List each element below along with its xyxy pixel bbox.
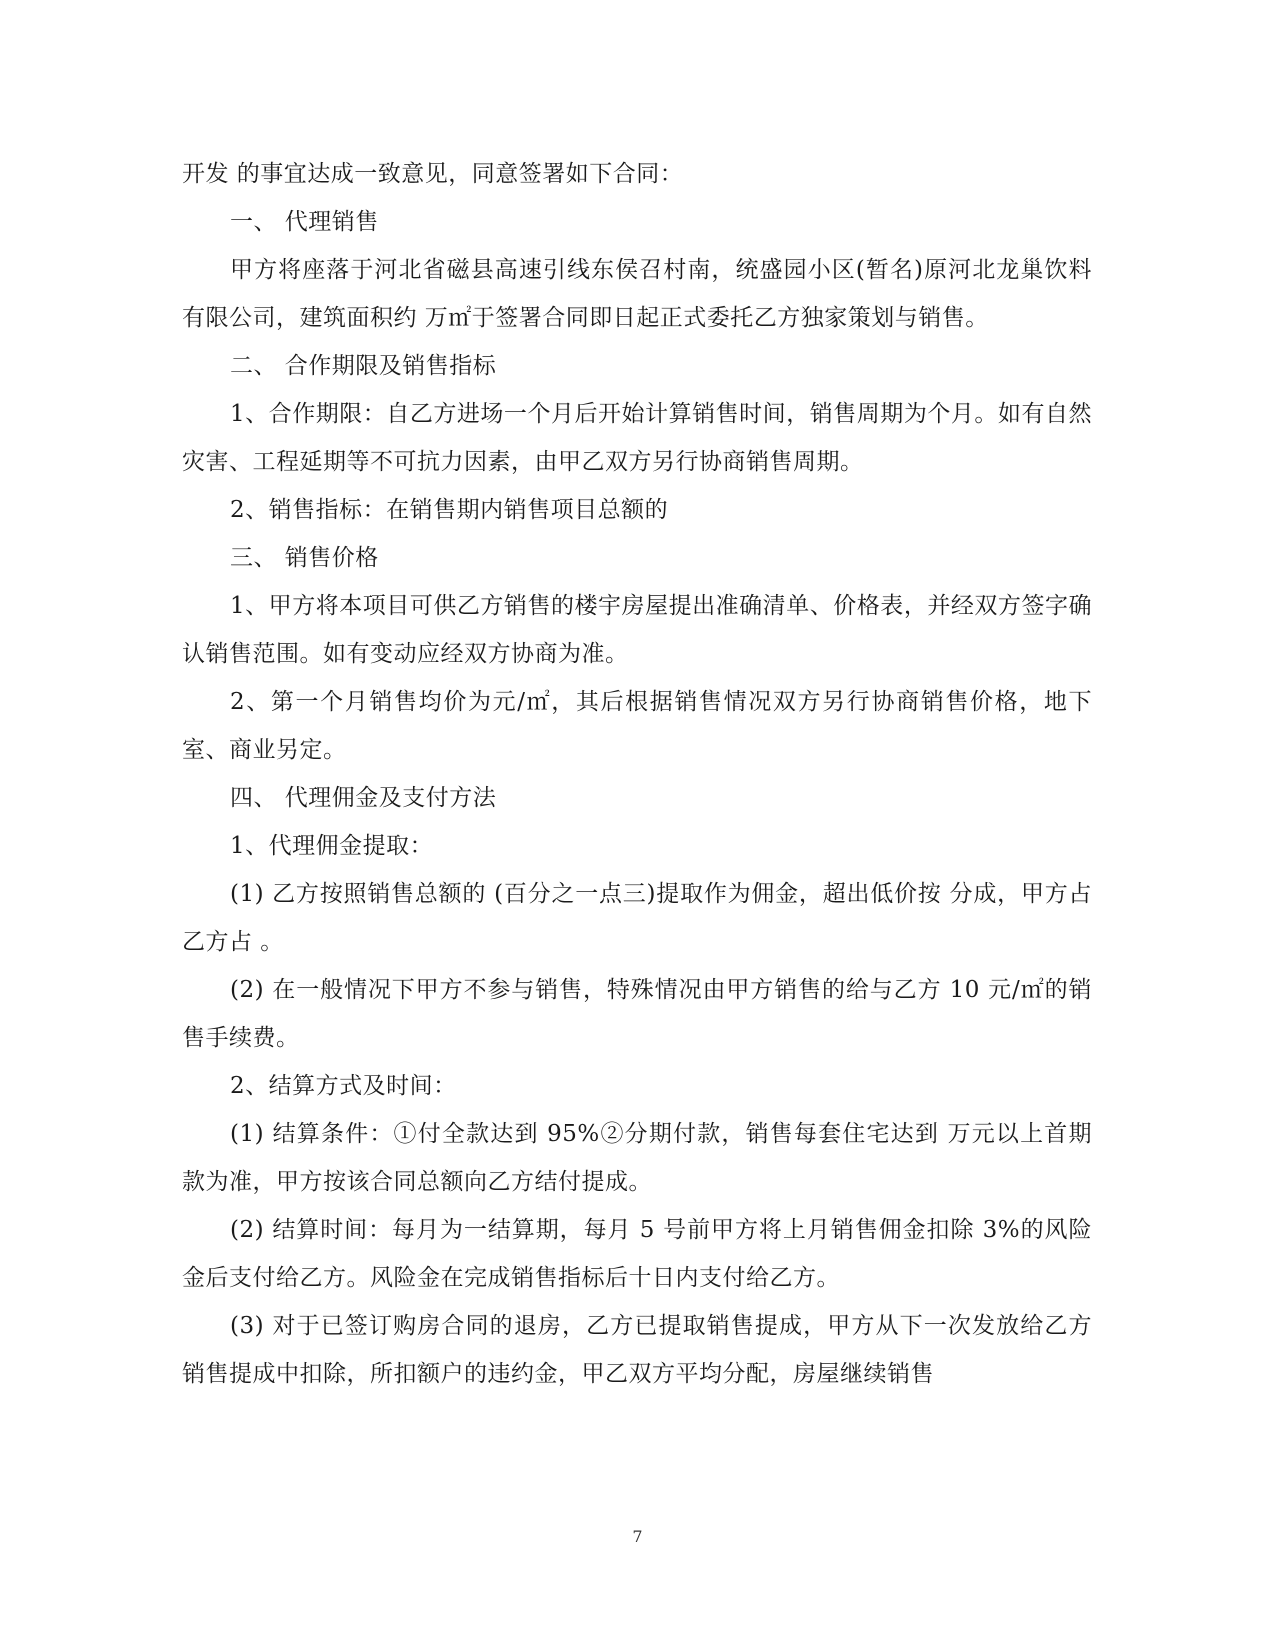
section-heading-agency-sales: 一、 代理销售 [230, 209, 379, 235]
paragraph-commission-extraction: 1、代理佣金提取： [230, 833, 434, 859]
paragraph-commission-rate: (1) 乙方按照销售总额的 (百分之一点三)提取作为佣金，超出低价按 分成，甲方占 乙方占 。 [182, 881, 1092, 955]
paragraph-refund-handling: (3) 对于已签订购房合同的退房，乙方已提取销售提成，甲方从下一次发放给乙方销售提成中扣除，所扣额户的违约金，甲乙双方平均分配，房屋继续销售 [182, 1313, 1092, 1387]
paragraph-settlement-conditions: (1) 结算条件：①付全款达到 95%②分期付款，销售每套住宅达到 万元以上首期款为准，甲方按该合同总额向乙方结付提成。 [182, 1121, 1092, 1195]
paragraph-intro: 开发 的事宜达成一致意见，同意签署如下合同： [182, 161, 684, 187]
section-heading-sales-price: 三、 销售价格 [230, 545, 379, 571]
paragraph-settlement-method: 2、结算方式及时间： [230, 1073, 457, 1099]
section-heading-cooperation-period: 二、 合作期限及销售指标 [230, 353, 497, 379]
document-body [182, 150, 1092, 1398]
paragraph-agency-sales: 甲方将座落于河北省磁县高速引线东侯召村南，统盛园小区(暂名)原河北龙巢饮料有限公司，建筑面积约 万㎡于签署合同即日起正式委托乙方独家策划与销售。 [182, 257, 1092, 331]
paragraph-handling-fee: (2) 在一般情况下甲方不参与销售，特殊情况由甲方销售的给与乙方 10 元/㎡的销售手续费。 [182, 977, 1092, 1051]
paragraph-average-price: 2、第一个月销售均价为元/㎡，其后根据销售情况双方另行协商销售价格，地下室、商业另定。 [182, 689, 1092, 763]
paragraph-cooperation-period: 1、合作期限：自乙方进场一个月后开始计算销售时间，销售周期为个月。如有自然灾害、工程延期等不可抗力因素，由甲乙双方另行协商销售周期。 [182, 401, 1092, 475]
section-heading-commission: 四、 代理佣金及支付方法 [230, 785, 497, 811]
page-number: 7 [632, 1527, 643, 1546]
paragraph-sales-target: 2、销售指标：在销售期内销售项目总额的 [230, 497, 669, 523]
paragraph-settlement-time: (2) 结算时间：每月为一结算期，每月 5 号前甲方将上月销售佣金扣除 3%的风险金后支付给乙方。风险金在完成销售指标后十日内支付给乙方。 [182, 1217, 1092, 1291]
paragraph-price-list: 1、甲方将本项目可供乙方销售的楼宇房屋提出准确清单、价格表，并经双方签字确认销售范围。如有变动应经双方协商为准。 [182, 593, 1092, 667]
